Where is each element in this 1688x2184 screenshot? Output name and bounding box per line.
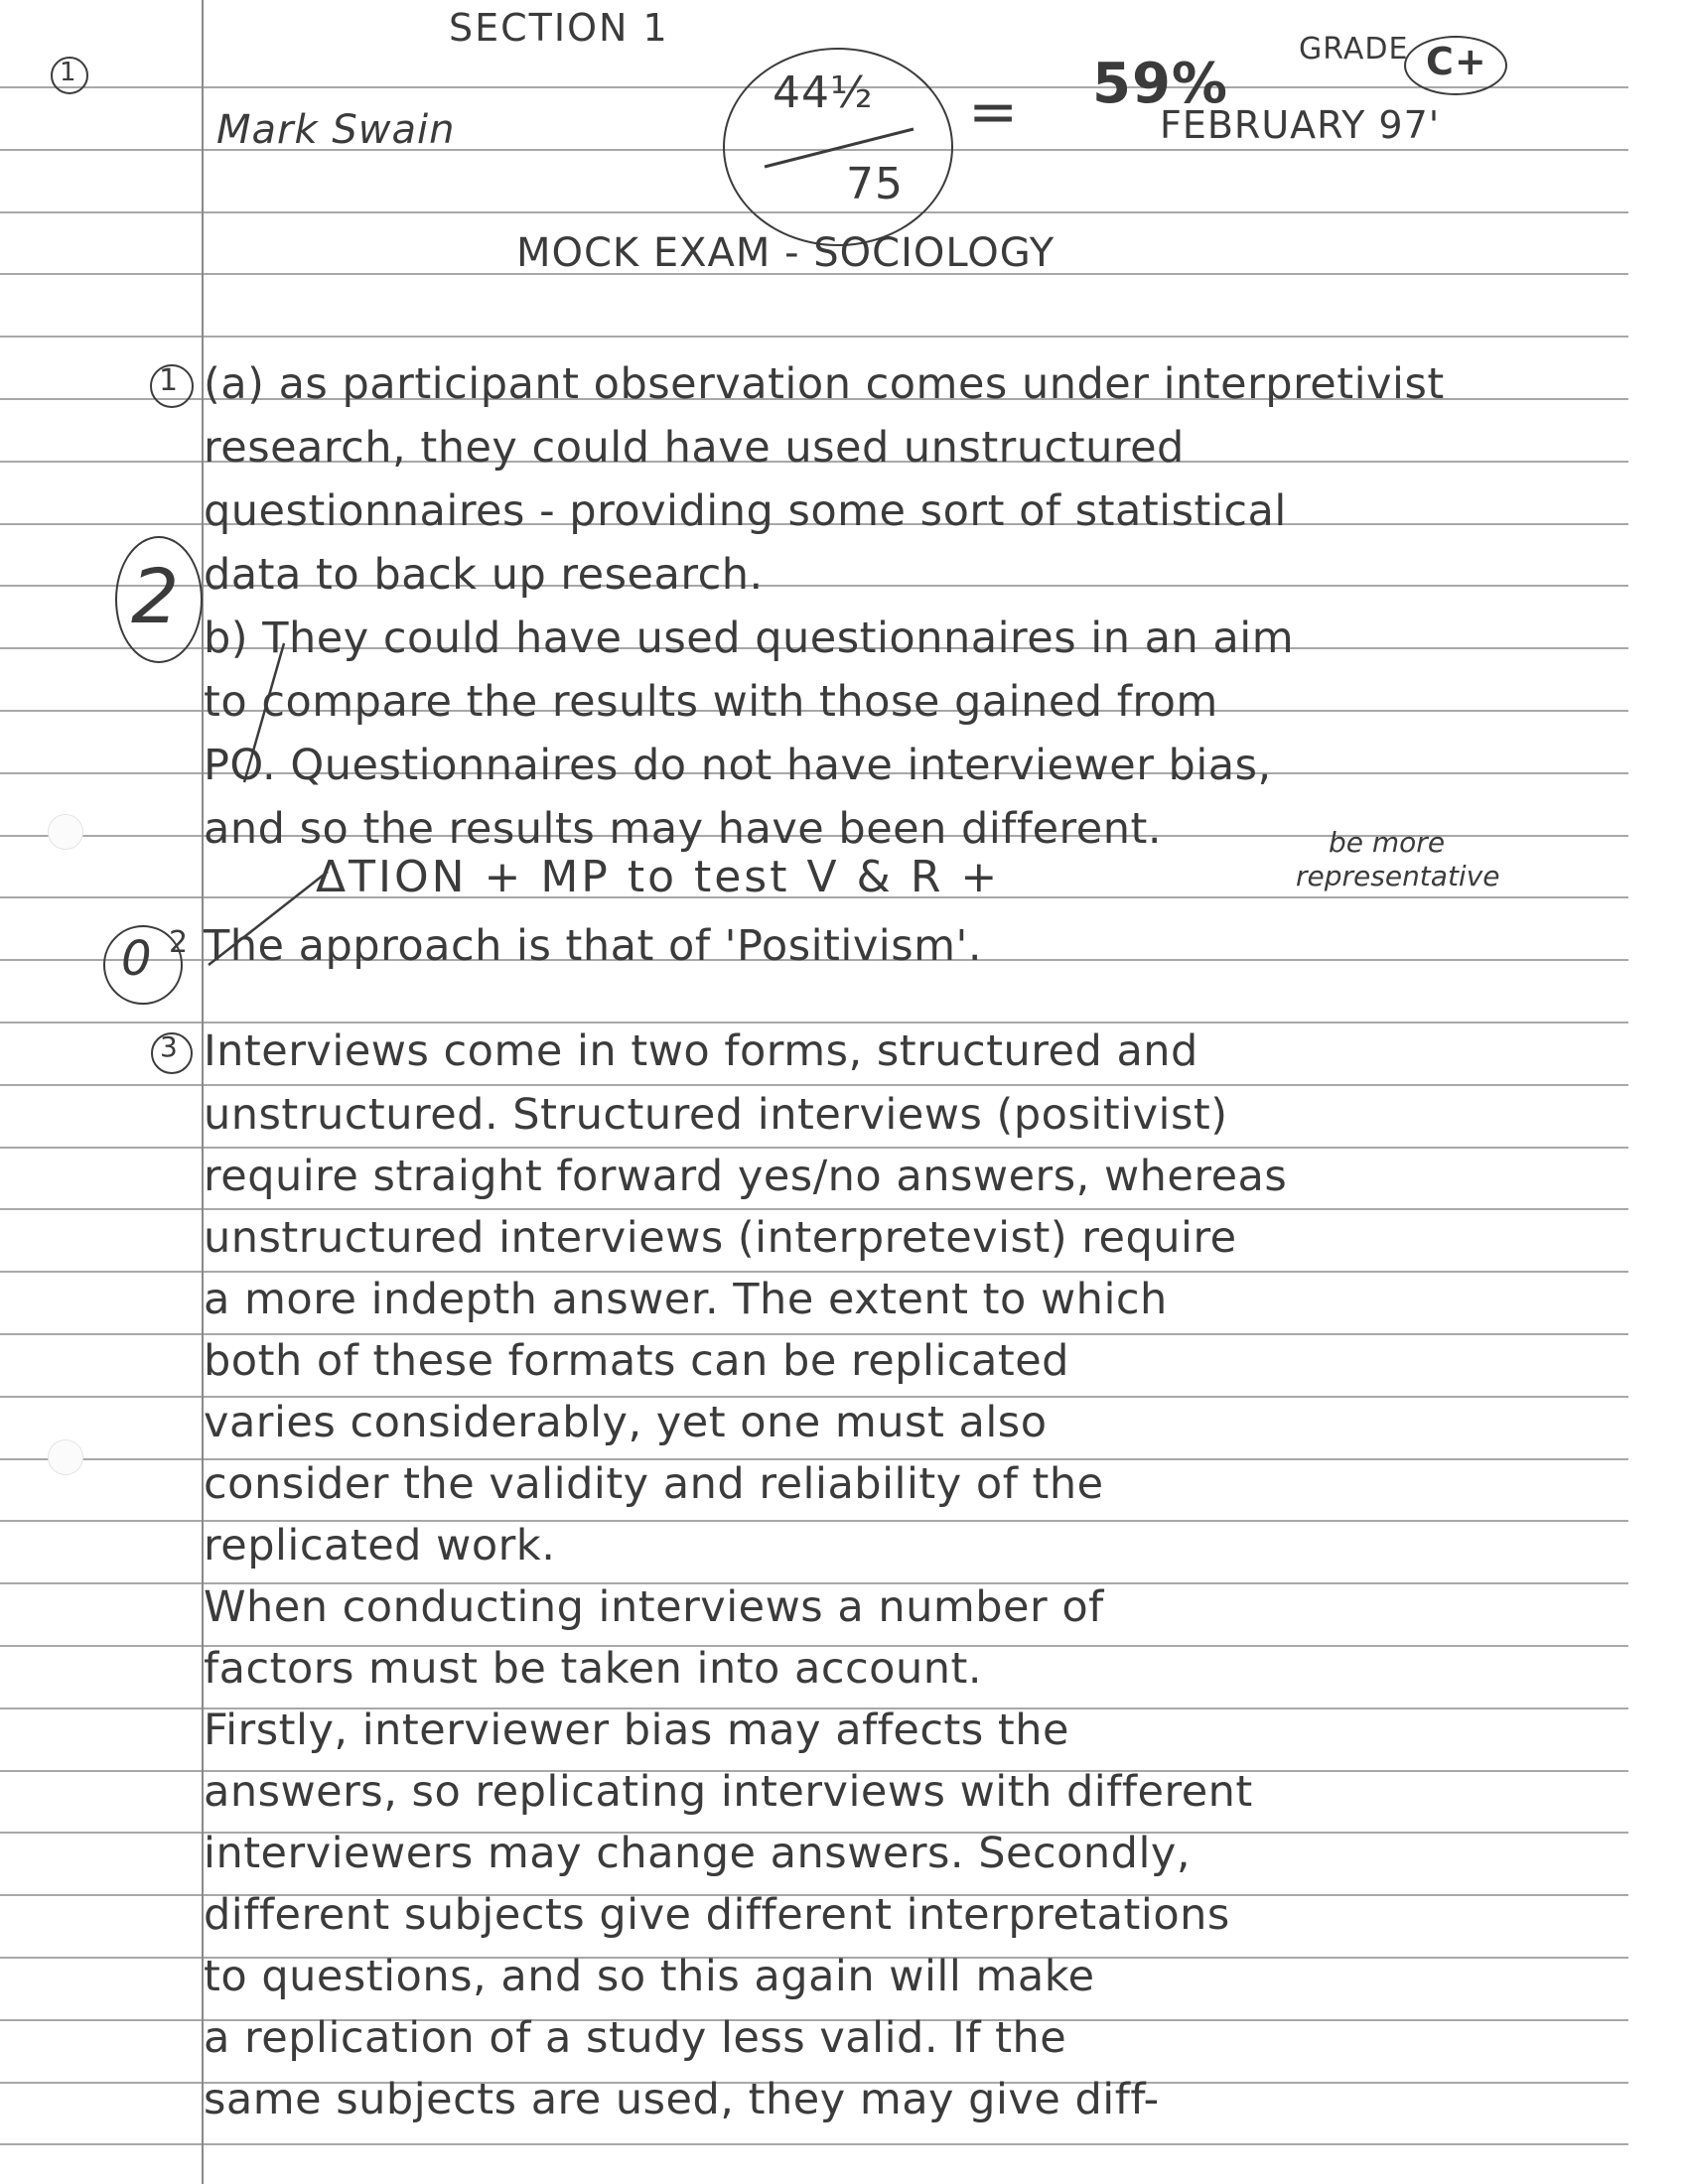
- answer-line: data to back up research.: [204, 550, 764, 600]
- answer-line: b) They could have used questionnaires in an aim: [204, 614, 1295, 663]
- answer-line: factors must be taken into account.: [204, 1644, 983, 1694]
- score-equals: =: [968, 77, 1020, 147]
- question-number: 2: [169, 925, 189, 960]
- answer-line: different subjects give different interpretations: [204, 1890, 1230, 1940]
- answer-line: When conducting interviews a number of: [204, 1582, 1104, 1632]
- answer-line: same subjects are used, they may give diff-: [204, 2075, 1160, 2124]
- question-number: 3: [160, 1030, 178, 1063]
- answer-line: to questions, and so this again will make: [204, 1952, 1095, 2001]
- student-name: Mark Swain: [216, 107, 456, 153]
- question-mark: 2: [131, 552, 180, 640]
- punch-hole: [48, 1439, 83, 1475]
- answer-line: and so the results may have been different.: [204, 804, 1163, 854]
- answer-line: PO. Questionnaires do not have interviewer bias,: [204, 741, 1272, 790]
- answer-line: (a) as participant observation comes under interpretivist: [204, 359, 1445, 409]
- punch-hole: [48, 814, 83, 850]
- marker-note-side-bottom: representative: [1296, 860, 1500, 892]
- answer-line: answers, so replicating interviews with different: [204, 1767, 1253, 1817]
- answer-line: research, they could have used unstructured: [204, 423, 1185, 473]
- answer-line: The approach is that of 'Positivism'.: [204, 921, 983, 971]
- answer-line: a replication of a study less valid. If the: [204, 2013, 1067, 2063]
- score-earned: 44½: [773, 68, 874, 118]
- answer-line: replicated work.: [204, 1521, 556, 1570]
- answer-line: Firstly, interviewer bias may affects the: [204, 1706, 1069, 1755]
- answer-line: a more indepth answer. The extent to which: [204, 1275, 1168, 1324]
- answer-line: interviewers may change answers. Secondly,: [204, 1829, 1192, 1878]
- answer-line: unstructured interviews (interpretevist) require: [204, 1213, 1237, 1263]
- exam-date: FEBRUARY 97': [1160, 103, 1441, 147]
- answer-line: Interviews come in two forms, structured and: [204, 1026, 1198, 1076]
- answer-line: consider the validity and reliability of the: [204, 1459, 1104, 1509]
- answer-line: questionnaires - providing some sort of statistical: [204, 486, 1287, 536]
- marker-note: ΔTION + MP to test V & R +: [316, 852, 1001, 902]
- exam-title: MOCK EXAM - SOCIOLOGY: [516, 230, 1055, 276]
- answer-line: varies considerably, yet one must also: [204, 1398, 1048, 1447]
- section-heading: SECTION 1: [449, 6, 669, 50]
- page-number: 1: [60, 58, 76, 87]
- grade: C+: [1426, 40, 1487, 83]
- marker-note-side-top: be more: [1329, 826, 1446, 859]
- answer-line: require straight forward yes/no answers, whereas: [204, 1152, 1288, 1201]
- score-total: 75: [846, 159, 904, 209]
- score-percent: 59%: [1092, 52, 1229, 116]
- answer-line: both of these formats can be replicated: [204, 1336, 1069, 1386]
- grade-label: GRADE: [1299, 32, 1409, 67]
- question-mark: 0: [121, 931, 152, 987]
- question-number: 1: [159, 363, 179, 398]
- answer-line: to compare the results with those gained from: [204, 677, 1218, 727]
- answer-line: unstructured. Structured interviews (positivist): [204, 1090, 1228, 1140]
